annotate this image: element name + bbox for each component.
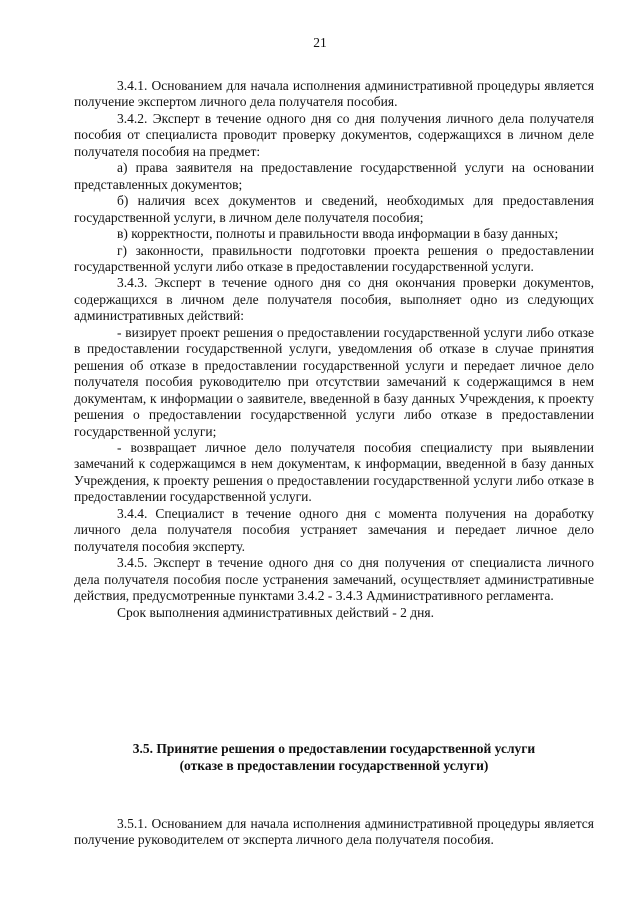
- section-heading-line-2: (отказе в предоставлении государственной услуги): [179, 758, 489, 773]
- dash-item-return: - возвращает личное дело получателя пособия специалисту при выявлении замечаний к содержащимся в нем документам, к информации, введенной в базу данных Учреждения, к проекту решения о предоставлении государственной услуги либо отказе в предоставлении государственной услуги.: [74, 439, 594, 505]
- section-heading-line-1: 3.5. Принятие решения о предоставлении государственной услуги: [132, 741, 536, 756]
- paragraph-3-4-5: 3.4.5. Эксперт в течение одного дня со дня получения от специалиста личного дела получателя пособия после устранения замечаний, осуществляет административные действия, предусмотренные пунктами 3.4.2 - 3.4.3 Административного регламента.: [74, 555, 594, 604]
- paragraph-3-5-1: 3.5.1. Основанием для начала исполнения административной процедуры является получение руководителем от эксперта личного дела получателя пособия.: [74, 816, 594, 848]
- deadline-paragraph: Срок выполнения административных действий - 2 дня.: [117, 604, 434, 620]
- paragraph-3-4-4: 3.4.4. Специалист в течение одного дня с момента получения на доработку личного дела получателя пособия устраняет замечания и передает личное дело получателя пособия эксперту.: [74, 505, 594, 554]
- page-number: 21: [313, 35, 327, 50]
- paragraph-3-4-1: 3.4.1. Основанием для начала исполнения административной процедуры является получение экспертом личного дела получателя пособия.: [74, 78, 594, 110]
- list-item-g: г) законности, правильности подготовки проекта решения о предоставлении государственной услуги либо отказе в предоставлении государственной услуги.: [74, 242, 594, 274]
- list-item-a: а) права заявителя на предоставление государственной услуги на основании представленных документов;: [74, 160, 594, 192]
- list-item-b: б) наличия всех документов и сведений, необходимых для предоставления государственной услуги, в личном деле получателя пособия;: [74, 193, 594, 225]
- section-3-4-body: [74, 78, 594, 621]
- dash-item-approve: - визирует проект решения о предоставлении государственной услуги либо отказе в предоставлении государственной услуги, уведомления об отказе в случае принятия решения об отказе в предоставлении государственной услуги и передает личное дело получателя пособия руководителю при отсутствии замечаний к содержащимся в нем документам, к информации о заявителе, введенной в базу данных Учреждения, к проекту решения о предоставлении государственной услуги либо отказе в предоставлении государственной услуги;: [74, 324, 594, 439]
- list-item-v: в) корректности, полноты и правильности ввода информации в базу данных;: [117, 226, 559, 242]
- section-3-5-body: [74, 816, 594, 849]
- paragraph-3-4-2: 3.4.2. Эксперт в течение одного дня со дня получения личного дела получателя пособия от специалиста проводит проверку документов, содержащихся в личном деле получателя пособия на предмет:: [74, 110, 594, 159]
- section-3-5-heading: [74, 740, 594, 774]
- paragraph-3-4-3: 3.4.3. Эксперт в течение одного дня со дня окончания проверки документов, содержащихся в личном деле получателя пособия, выполняет одно из следующих административных действий:: [74, 275, 594, 324]
